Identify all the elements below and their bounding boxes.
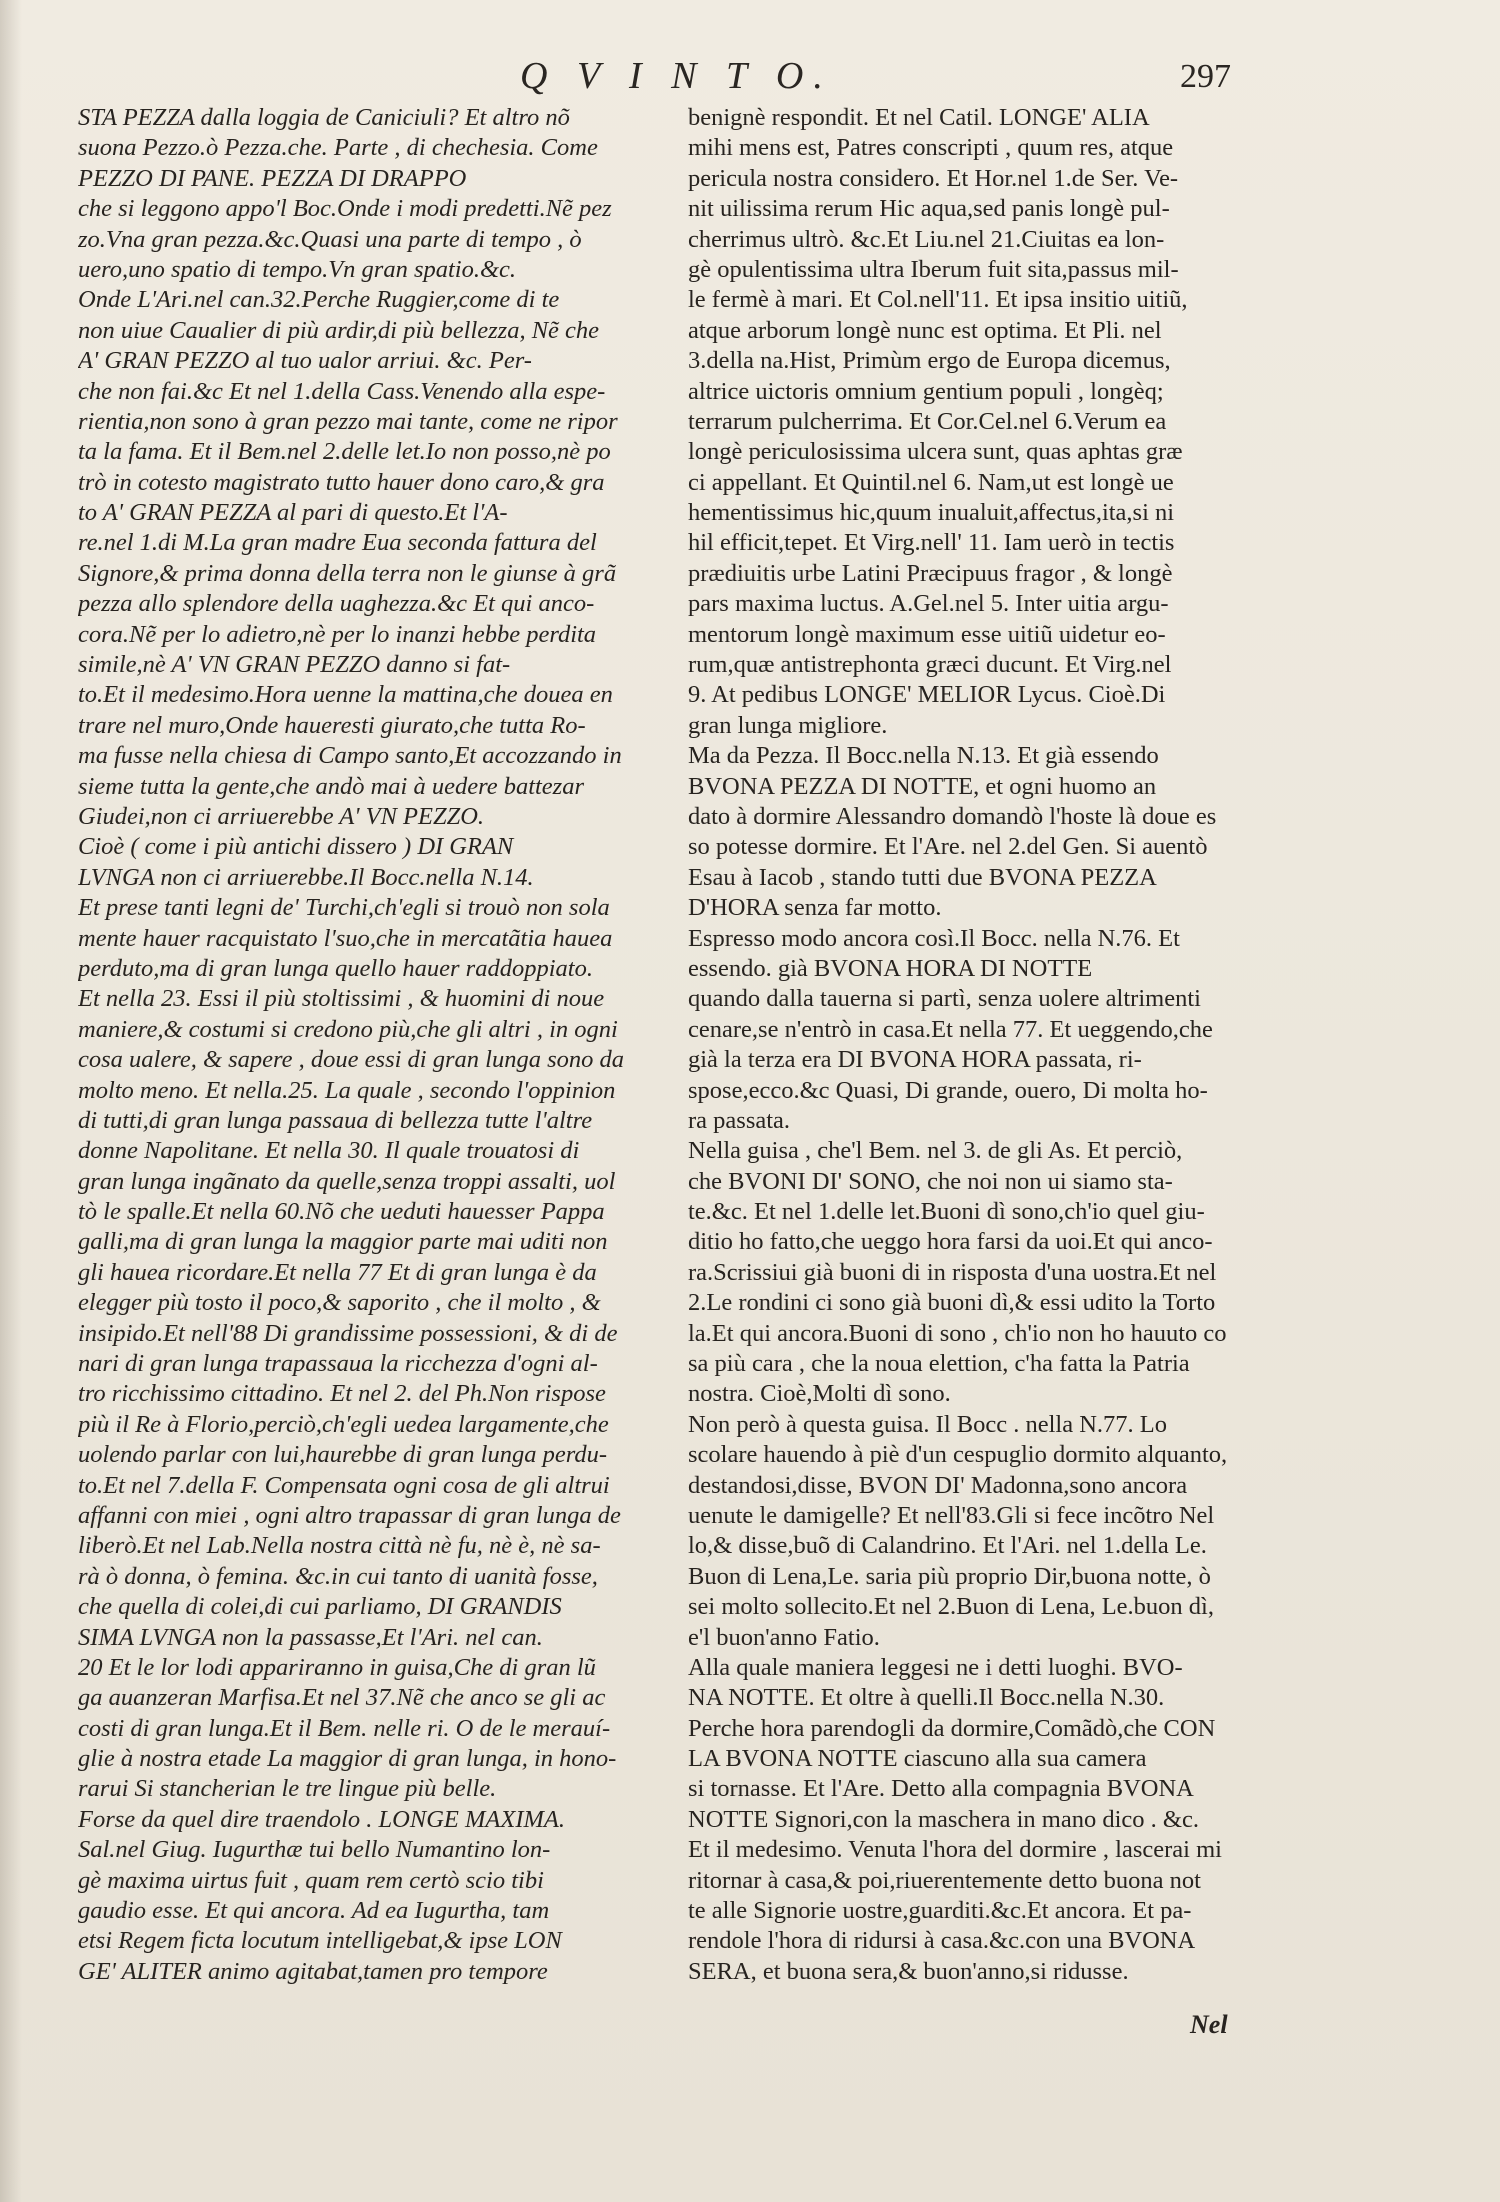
text-line: più il Re à Florio,perciò,ch'egli uedea largamente,che [78,1410,609,1438]
text-line: Perche hora parendogli da dormire,Comãdò,che CON [688,1714,1216,1742]
text-line: Sal.nel Giug. Iugurthæ tui bello Numantino lon- [78,1836,551,1864]
text-line: sa più cara , che la noua elettion, c'ha fatta la Patria [688,1350,1190,1378]
text-line: to A' GRAN PEZZA al pari di questo.Et l'A- [78,499,508,527]
text-line: ga auanzeran Marfisa.Et nel 37.Nẽ che anco se gli ac [78,1684,606,1712]
text-line: uolendo parlar con lui,haurebbe di gran lunga perdu- [78,1441,607,1469]
text-line: LVNGA non ci arriuerebbe.Il Bocc.nella N.14. [78,863,534,891]
text-line: Esau à Iacob , stando tutti due BVONA PEZZA [688,863,1157,891]
text-line: ditio ho fatto,che ueggo hora farsi da uoi.Et qui anco- [688,1228,1213,1256]
page-number: 297 [1180,58,1231,95]
text-line: 3.della na.Hist, Primùm ergo de Europa dicemus, [688,347,1171,375]
text-line: rum,quæ antistrephonta græci ducunt. Et Virg.nel [688,651,1172,679]
text-line: sei molto sollecito.Et nel 2.Buon di Lena, Le.buon dì, [688,1593,1214,1621]
text-line: gè maxima uirtus fuit , quam rem certò scio tibi [78,1866,544,1894]
text-line: rientia,non sono à gran pezzo mai tante, come ne ripor [78,407,618,435]
text-line: Ma da Pezza. Il Bocc.nella N.13. Et già essendo [688,742,1159,770]
text-line: 9. At pedibus LONGE' MELIOR Lycus. Cioè.Di [688,681,1166,709]
text-line: Et prese tanti legni de' Turchi,ch'egli si trouò non sola [78,894,610,922]
text-line: cherrimus ultrò. &c.Et Liu.nel 21.Ciuitas ea lon- [688,225,1165,253]
text-line: Et nella 23. Essi il più stoltissimi , & huomini di noue [78,985,605,1013]
text-line: mentorum longè maximum esse uitiũ uidetur eo- [688,620,1166,648]
text-line: perduto,ma di gran lunga quello hauer raddoppiato. [78,954,593,982]
text-line: NA NOTTE. Et oltre à quelli.Il Bocc.nella N.30. [688,1684,1165,1712]
text-line: longè periculosissima ulcera sunt, quas aphtas græ [688,438,1183,466]
text-line: gè opulentissima ultra Iberum fuit sita,passus mil- [688,255,1179,283]
text-line: dato à dormire Alessandro domandò l'hoste là doue es [688,802,1217,830]
text-line: nit uilissima rerum Hic aqua,sed panis longè pul- [688,195,1170,223]
text-line: to.Et nel 7.della F. Compensata ogni cosa de gli altrui [78,1471,610,1499]
text-line: trò in cotesto magistrato tutto hauer dono caro,& gra [78,468,605,496]
text-line: A' GRAN PEZZO al tuo ualor arriui. &c. Per- [78,347,532,375]
text-line: terrarum pulcherrima. Et Cor.Cel.nel 6.Verum ea [688,407,1167,435]
text-line: zo.Vna gran pezza.&c.Quasi una parte di tempo , ò [78,225,582,253]
text-line: benignè respondit. Et nel Catil. LONGE' ALIA [688,104,1150,131]
text-line: Buon di Lena,Le. saria più proprio Dir,buona notte, ò [688,1562,1211,1590]
text-line: costi di gran lunga.Et il Bem. nelle ri. O de le merauí- [78,1714,611,1742]
text-line: essendo. già BVONA HORA DI NOTTE [688,954,1093,982]
text-line: 20 Et le lor lodi appariranno in guisa,Che di gran lũ [78,1653,596,1681]
text-line: hementissimus hic,quum inualuit,affectus,ita,si ni [688,499,1175,527]
text-line: altrice uictoris omnium gentium populi , longèq; [688,377,1164,405]
text-line: sieme tutta la gente,che andò mai à uedere battezar [78,772,584,800]
running-title: Q V I N T O. [520,55,833,97]
text-line: quando dalla tauerna si partì, senza uolere altrimenti [688,985,1201,1013]
text-line: Onde L'Ari.nel can.32.Perche Ruggier,come di te [78,286,560,314]
text-line: trare nel muro,Onde haueresti giurato,che tutta Ro- [78,711,586,739]
text-line: e'l buon'anno Fatio. [688,1623,880,1651]
text-line: scolare hauendo à piè d'un cespuglio dormito alquanto, [688,1441,1228,1469]
text-line: STA PEZZA dalla loggia de Caniciuli? Et altro nõ [78,104,570,131]
text-line: uenute le damigelle? Et nell'83.Gli si fece incõtro Nel [688,1501,1215,1529]
text-line: si tornasse. Et l'Are. Detto alla compagnia BVONA [688,1775,1194,1803]
text-line: mihi mens est, Patres conscripti , quum res, atque [688,134,1174,162]
text-line: nostra. Cioè,Molti dì sono. [688,1380,951,1408]
text-line: simile,nè A' VN GRAN PEZZO danno si fat- [78,651,511,679]
text-line: gaudio esse. Et qui ancora. Ad ea Iugurtha, tam [78,1897,550,1925]
text-line: già la terza era DI BVONA HORA passata, ri- [688,1046,1142,1074]
text-line: ta la fama. Et il Bem.nel 2.delle let.Io non posso,nè po [78,438,611,466]
text-line: liberò.Et nel Lab.Nella nostra città nè fu, nè è, nè sa- [78,1532,601,1560]
text-line: tò le spalle.Et nella 60.Nõ che ueduti hauesser Pappa [78,1198,605,1226]
page-header [0,54,1500,102]
text-line: pericula nostra considero. Et Hor.nel 1.de Ser. Ve- [688,164,1179,192]
text-line: uero,uno spatio di tempo.Vn gran spatio.&c. [78,255,517,283]
text-line: Cioè ( come i più antichi dissero ) DI GRAN [78,833,514,861]
text-line: re.nel 1.di M.La gran madre Eua seconda fattura del [78,529,597,557]
text-line: rendole l'hora di ridursi à casa.&c.con una BVONA [688,1927,1196,1955]
text-line: gli hauea ricordare.Et nella 77 Et di gran lunga è da [78,1258,597,1286]
text-line: rà ò donna, ò femina. &c.in cui tanto di uanità fosse, [78,1562,598,1590]
text-line: D'HORA senza far motto. [688,894,942,922]
text-line: Signore,& prima donna della terra non le giunse à grã [78,559,617,587]
text-line: Forse da quel dire traendolo . LONGE MAXIMA. [78,1805,565,1833]
text-line: spose,ecco.&c Quasi, Di grande, ouero, Di molta ho- [688,1076,1208,1104]
text-line: galli,ma di gran lunga la maggior parte mai uditi non [78,1228,608,1256]
text-line: mente hauer racquistato l'suo,che in mercatãtia hauea [78,924,613,952]
text-line: glie à nostra etade La maggior di gran lunga, in hono- [78,1745,617,1773]
text-line: etsi Regem ficta locutum intelligebat,& ipse LON [78,1927,562,1955]
text-line: Espresso modo ancora così.Il Bocc. nella N.76. Et [688,924,1180,952]
text-line: atque arborum longè nunc est optima. Et Pli. nel [688,316,1162,344]
text-line: LA BVONA NOTTE ciascuno alla sua camera [688,1745,1147,1773]
text-line: gran lunga migliore. [688,711,888,739]
text-line: le fermè à mari. Et Col.nell'11. Et ipsa insitio uitiũ, [688,286,1188,314]
text-line: lo,& disse,buõ di Calandrino. Et l'Ari. nel 1.della Le. [688,1532,1207,1560]
text-line: te alle Signorie uostre,guarditi.&c.Et ancora. Et pa- [688,1897,1192,1925]
text-line: te.&c. Et nel 1.delle let.Buoni dì sono,ch'io quel giu- [688,1198,1205,1226]
text-line: donne Napolitane. Et nella 30. Il quale trouatosi di [78,1137,580,1165]
text-line: gran lunga ingãnato da quelle,senza troppi assalti, uol [78,1167,616,1195]
text-line: cosa ualere, & sapere , doue essi di gran lunga sono da [78,1046,624,1074]
text-line: Et il medesimo. Venuta l'hora del dormire , lascerai mi [688,1836,1222,1864]
text-line: GE' ALITER animo agitabat,tamen pro tempore [78,1957,548,1985]
text-line: BVONA PEZZA DI NOTTE, et ogni huomo an [688,772,1157,800]
text-line: suona Pezzo.ò Pezza.che. Parte , di chechesia. Come [78,134,598,162]
text-line: maniere,& costumi si credono più,che gli altri , in ogni [78,1015,618,1043]
gutter-shadow [0,0,22,2202]
text-line: di tutti,di gran lunga passaua di bellezza tutte l'altre [78,1106,593,1134]
text-line: non uiue Caualier di più ardir,di più bellezza, Nẽ che [78,316,600,344]
text-line: to.Et il medesimo.Hora uenne la mattina,che douea en [78,681,613,709]
text-line: SERA, et buona sera,& buon'anno,si ridusse. [688,1957,1129,1985]
text-line: pezza allo splendore della uaghezza.&c Et qui anco- [78,590,595,618]
text-line: ma fusse nella chiesa di Campo santo,Et accozzando in [78,742,622,770]
text-line: so potesse dormire. Et l'Are. nel 2.del Gen. Si auentò [688,833,1208,861]
text-line: ci appellant. Et Quintil.nel 6. Nam,ut est longè ue [688,468,1174,496]
text-line: cenare,se n'entrò in casa.Et nella 77. Et ueggendo,che [688,1015,1213,1043]
text-line: PEZZO DI PANE. PEZZA DI DRAPPO [78,164,467,192]
text-line: molto meno. Et nella.25. La quale , secondo l'oppinion [78,1076,616,1104]
text-line: prædiuitis urbe Latini Præcipuus fragor , & longè [688,559,1173,587]
text-line: ra.Scrissiui già buoni di in risposta d'una uostra.Et nel [688,1258,1217,1286]
text-line: Giudei,non ci arriuerebbe A' VN PEZZO. [78,802,485,830]
catchword: Nel [1190,2010,1228,2039]
text-line: nari di gran lunga trapassaua la ricchezza d'ogni al- [78,1350,598,1378]
text-line: ritornar à casa,& poi,riuerentemente detto buona not [688,1866,1201,1894]
text-line: 2.Le rondini ci sono già buoni dì,& essi udito la Torto [688,1289,1216,1317]
text-line: pars maxima luctus. A.Gel.nel 5. Inter uitia argu- [688,590,1169,618]
left-text-column [78,103,670,1987]
text-line: insipido.Et nell'88 Di grandissime possessioni, & di de [78,1319,618,1347]
text-line: che quella di colei,di cui parliamo, DI GRANDIS [78,1593,562,1621]
text-line: rarui Si stancherian le tre lingue più belle. [78,1775,497,1803]
text-line: destandosi,disse, BVON DI' Madonna,sono ancora [688,1471,1188,1499]
text-line: cora.Nẽ per lo adietro,nè per lo inanzi hebbe perdita [78,620,597,648]
text-line: ra passata. [688,1106,791,1134]
text-line: che si leggono appo'l Boc.Onde i modi predetti.Nẽ pez [78,195,612,223]
text-line: tro ricchissimo cittadino. Et nel 2. del Ph.Non rispose [78,1380,606,1408]
text-line: hil efficit,tepet. Et Virg.nell' 11. Iam uerò in tectis [688,529,1175,557]
text-line: NOTTE Signori,con la maschera in mano dico . &c. [688,1805,1199,1833]
text-line: Non però à questa guisa. Il Bocc . nella N.77. Lo [688,1410,1167,1438]
text-line: la.Et qui ancora.Buoni di sono , ch'io non ho hauuto co [688,1319,1227,1347]
text-line: Alla quale maniera leggesi ne i detti luoghi. BVO- [688,1653,1183,1681]
text-line: SIMA LVNGA non la passasse,Et l'Ari. nel can. [78,1623,543,1651]
right-text-column [688,103,1274,1987]
text-line: elegger più tosto il poco,& saporito , che il molto , & [78,1289,601,1317]
text-line: che non fai.&c Et nel 1.della Cass.Venendo alla espe- [78,377,606,405]
text-line: affanni con miei , ogni altro trapassar di gran lunga de [78,1501,621,1529]
text-line: che BVONI DI' SONO, che noi non ui siamo sta- [688,1167,1173,1195]
text-line: Nella guisa , che'l Bem. nel 3. de gli As. Et perciò, [688,1137,1183,1165]
